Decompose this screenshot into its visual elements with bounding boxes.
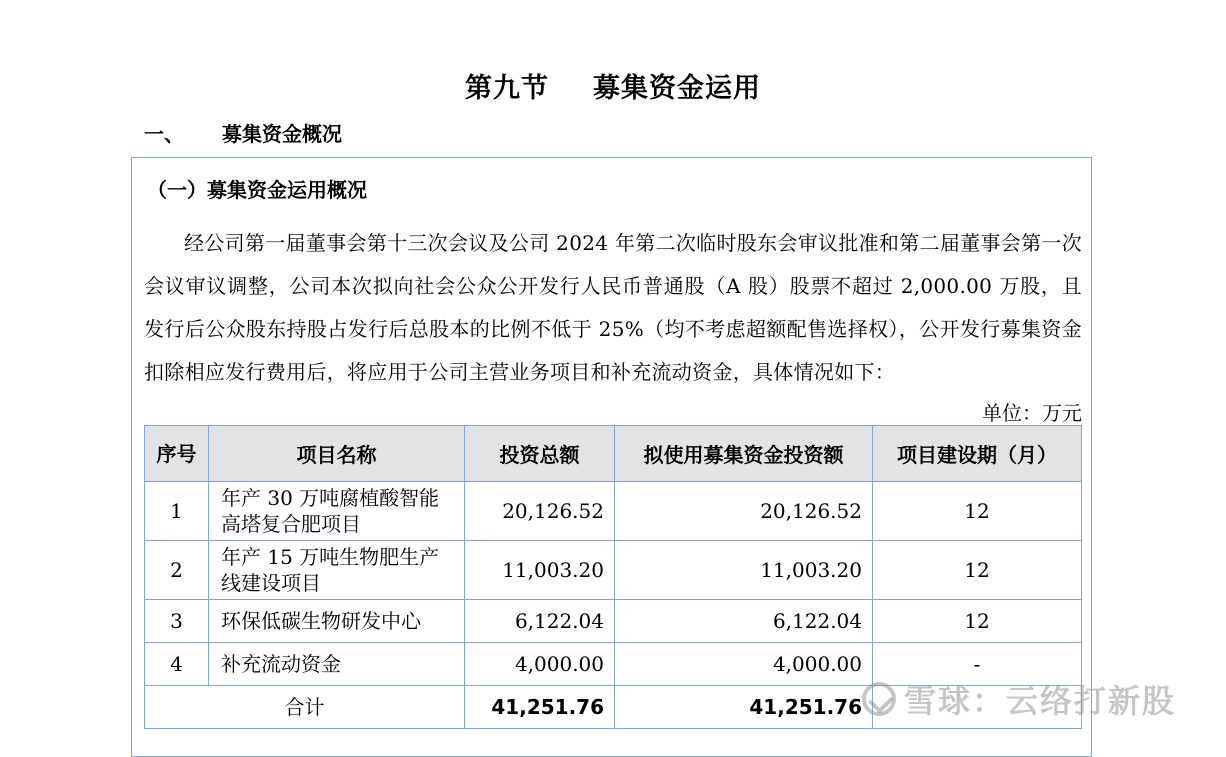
cell-construction-period: 12	[873, 482, 1082, 541]
table-row	[145, 541, 1082, 600]
cell-raised-funds: 4,000.00	[615, 643, 873, 686]
snowball-logo-icon	[862, 682, 896, 716]
cell-index: 3	[145, 600, 209, 643]
cell-index: 1	[145, 482, 209, 541]
cell-project-name: 补充流动资金	[209, 643, 465, 686]
cell-construction-period: 12	[873, 600, 1082, 643]
body-paragraph: 经公司第一届董事会第十三次会议及公司 2024 年第二次临时股东会审议批准和第二届董事会第一次会议审议调整，公司本次拟向社会公众公开发行人民币普通股（A 股）股票不超过 2,000.00 万股，且发行后公众股东持股占发行后总股本的比例不低于 25%（均不考虑超额配售选择权），公开发行募集资金扣除相应发行费用后，将应用于公司主营业务项目和补充流动资金，具体情况如下：	[144, 231, 1082, 384]
section-name: 募集资金运用	[593, 73, 761, 104]
cell-total-investment: 6,122.04	[465, 600, 615, 643]
cell-raised-funds: 6,122.04	[615, 600, 873, 643]
total-investment: 41,251.76	[465, 686, 615, 729]
cell-total-investment: 4,000.00	[465, 643, 615, 686]
cell-index: 2	[145, 541, 209, 600]
cell-project-name: 年产 30 万吨腐植酸智能高塔复合肥项目	[209, 482, 465, 541]
table-row	[145, 482, 1082, 541]
header-raised-funds: 拟使用募集资金投资额	[615, 426, 873, 482]
header-index: 序号	[145, 426, 209, 482]
cell-raised-funds: 11,003.20	[615, 541, 873, 600]
header-construction-period: 项目建设期（月）	[873, 426, 1082, 482]
table-header-row	[145, 426, 1082, 482]
unit-label: 单位：万元	[982, 401, 1082, 425]
header-total-investment: 投资总额	[465, 426, 615, 482]
cell-project-name: 环保低碳生物研发中心	[209, 600, 465, 643]
heading-2: （一）募集资金运用概况	[147, 178, 367, 202]
watermark	[862, 676, 1176, 722]
heading-1	[144, 118, 342, 147]
total-raised-funds: 41,251.76	[615, 686, 873, 729]
cell-raised-funds: 20,126.52	[615, 482, 873, 541]
cell-construction-period: 12	[873, 541, 1082, 600]
section-number: 第九节	[465, 73, 549, 104]
total-label: 合计	[145, 686, 465, 729]
cell-total-investment: 11,003.20	[465, 541, 615, 600]
cell-construction-period: -	[873, 643, 1082, 686]
header-project-name: 项目名称	[209, 426, 465, 482]
table-row	[145, 600, 1082, 643]
cell-project-name: 年产 15 万吨生物肥生产线建设项目	[209, 541, 465, 600]
heading-1-text: 募集资金概况	[222, 122, 342, 146]
section-title	[0, 66, 1226, 105]
cell-total-investment: 20,126.52	[465, 482, 615, 541]
cell-index: 4	[145, 643, 209, 686]
heading-1-number: 一、	[144, 122, 184, 146]
watermark-text: 雪球：云络打新股	[904, 682, 1177, 720]
